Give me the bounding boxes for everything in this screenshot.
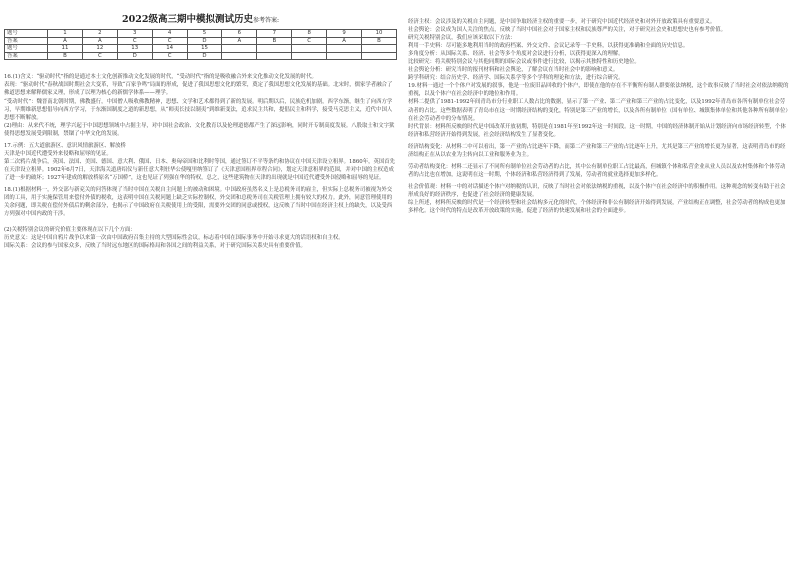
answer-paragraph: 表现：“驱动时代”春秋战国时期社会大变革，导致“百家争鸣”局面的形成，促进了我国思想文化的繁荣，奠定了我国思想文化发展的基础。北宋时，儒家学者融合了佛道思想来解释儒家义理，形成了以理为核心的新儒学体系——理学。 — [4, 82, 393, 97]
answer-paragraph: 16.(1)含义：“驱动时代”指的是通过本土文化创新推动文化发展的时代，“受动时代”指的是吸收融合外来文化推动文化发展的时代。 — [4, 74, 317, 81]
answer-paragraph: 历史意义：这是中国自鸦片战争以来第一次由中国政府召集主持的大型国际性会议，标志着中国在国际事务中开始寻求更大的话语权和自主权。 — [4, 235, 344, 242]
table-cell: A — [222, 37, 257, 45]
table-cell: 6 — [222, 30, 257, 38]
table-cell — [222, 52, 257, 60]
table-cell: 1 — [48, 30, 83, 38]
answer-paragraph: 社会舆论分析：研究当时的报刊材料和社会舆论，了解会议在当时社会中的影响和意义。 — [408, 67, 619, 74]
answer-paragraph: 劳动者结构变化：材料二还显示了不同所有制单位社会劳动者的占比，其中公有制单位职工占比最高，但城镇个体和私营企业从业人员以及农村集体和个体劳动者的占比也在增加，这说明在这一时期，个体经济和私营经济得到了发展，劳动者的就业选择更加多样化。 — [408, 163, 786, 178]
spacer — [4, 65, 397, 73]
table-cell: 4 — [152, 30, 187, 38]
answer-paragraph: (2)关税特别会议的研究价值主要体现在以下几个方面： — [4, 227, 136, 234]
answer-paragraph: “受动时代”：魏晋南北朝时期，佛教盛行，中国僧人吸收佛教精神，思想、文学和艺术都得到了新的发展。明后期以后，民族危机加剧，西学东渐，继生了向西方学习，早期维新思想倡导向西方学习，于东渐国制度之道的新思想，从“师夷长技以制夷”到维新变法，追求民主共和，提倡民主和科学，接受马克思主义，近代中国人思想不断解放。 — [4, 98, 393, 121]
answer-paragraph: 经济主权：会议涉及的关税自主问题，是中国争取经济主权的重要一步，对于研究中国近代经济史和对外开放政策具有重要意义。 — [408, 19, 716, 25]
table-row — [5, 45, 397, 53]
table-cell: D — [187, 37, 222, 45]
answer-paragraph: (2)理由：从来代不统，理学兴起于中国思想领域中占据主导，对中国社会政治、文化教育以及伦理道德都产生了深远影响，同时开专制高度发展。八股取士和文字狱使得思想发展受到限制，禁锢了中华文化的发展。 — [4, 122, 395, 137]
answer-paragraph: 材料二提供了1981-1992年间青岛市分行业职工人数占比的数据，显示了第一产业、第二产业和第三产业的占比变化，以及1992年青岛市各所有制单位社会劳动者的占比。这些数据表明了青岛市在这一时期经济结构的变化，特别是第三产业的增长，以及各所有制单位（国有单位、城镇集体单位和其他各种所有制单位）在社会劳动者中的分布情况。 — [408, 99, 789, 122]
table-row — [5, 52, 397, 60]
table-cell: C — [152, 37, 187, 45]
table-cell: C — [82, 52, 117, 60]
row-label: 答案 — [5, 52, 48, 60]
table-cell: A — [48, 37, 83, 45]
row-label: 题号 — [5, 30, 48, 38]
answer-paragraph: 综上所述，材料所反映的时代是一个经济转型和社会结构多元化的时代，个体经济和非公有制经济开始得到发展，产业结构正在调整，社会劳动者的构成也更加多样化。这个时代的特点是改革开放政策的实施，促进了经济的快速发展和社会的全面进步。 — [408, 199, 786, 215]
table-cell: 15 — [187, 45, 222, 53]
table-cell — [327, 45, 362, 53]
table-cell: A — [327, 37, 362, 45]
answer-paragraph: 比较研究：将关税特别会议与其他同期的国际会议或事件进行比较，以揭示其独特性和历史地位。 — [408, 59, 640, 66]
table-cell: 8 — [292, 30, 327, 38]
answer-paragraph: 跨学科研究：结合历史学、经济学、国际关系学等多个学科的理论和方法，进行综合研究。 — [408, 75, 624, 82]
table-row — [5, 37, 397, 45]
table-cell: 3 — [117, 30, 152, 38]
table-cell: C — [152, 52, 187, 60]
answer-paragraph: 时代背景：材料所反映的时代是中国改革开放初期，特别是在1981年至1992年这一时间段。这一时期，中国的经济体制开始从计划经济向市场经济转型，个体经济和私营经济开始得到发展，社会经济结构发生了显著变化。 — [408, 123, 786, 138]
table-cell: 12 — [82, 45, 117, 53]
table-cell: D — [117, 52, 152, 60]
left-column — [4, 14, 397, 250]
table-cell: B — [257, 37, 292, 45]
answer-paragraph: 研究关税特别会议，我们应该采取以下方法： — [408, 35, 516, 42]
answer-paragraph: 第二次鸦片战争后，英国、法国、美国、德国、意大利、俄国、日本、奥匈帝国和比利时等国，通过签订不平等条约和协议在中国天津设立租界。1860年，英国首先在天津设立租界。1902年6月7日，天津海关道唐绍仪与新任意大利驻华公使嘎里纳签订了《天津意国租界章程合同》，划定天津意租界的范围，并对中国的主权造成了进一步的破坏；1927年建成的解放桥原名“万国桥”，这也见证了列强在华的特权，总之，这些建筑物在天津的出现就是中国近代遭受外国侵略和屈辱的见证。 — [4, 158, 396, 181]
answer-paragraph: 国际关系：会议的参与国家众多，反映了当时远东地区的国际格局和各国之间的利益关系，对于研究国际关系史具有重要价值。 — [4, 243, 306, 250]
table-cell: 14 — [152, 45, 187, 53]
table-cell — [257, 45, 292, 53]
answer-paragraph: 18.(1)根据材料一，外交部与新兖关的问答体现了当时中国在关税自主问题上的被动和困境。中国政府虽然名义上是总税务司的雇主，但实际上总税务司被视为外交团的工具，用于实施保管用来偿付外债的税收，这表明中国在关税问题上缺乏实际控制权，外交团和总税务司在关税管理上拥有较大的权力。此外，同意管理使用的关余问题，即关税在偿付外债后的剩余部分，也揭示了中国政府在关税使用上的受限，需要外交团的同意或授权，这反映了当时中国在经济主权上的缺失，以及受西方列强对中国内政的干涉。 — [4, 186, 393, 218]
table-cell: A — [82, 37, 117, 45]
table-cell: 11 — [48, 45, 83, 53]
table-cell — [327, 52, 362, 60]
table-cell: 5 — [187, 30, 222, 38]
table-cell: C — [292, 37, 327, 45]
answer-paragraph: 社会舆论：会议成为国人关注的焦点，反映了当时中国社会对于国家主权和民族尊严的关注，对于研究社会史和思想史也有参考价值。 — [408, 27, 727, 34]
answer-paragraph: 19.材料一通过一个个体户对发展的叙事，他是一位废旧品回收的个体户，即使在他的存在不平衡所有制人群要依法纳税，这个故事反映了当时社会对依法纳税的重视，以及个体户在社会经济中的地位和作用。 — [408, 83, 789, 98]
table-cell — [292, 52, 327, 60]
table-cell — [292, 45, 327, 53]
answer-paragraph: 经济结构变化：从材料二中可以看出，第一产业的占比逐年下降，而第二产业和第三产业的占比逐年上升，尤其是第三产业的增长更为显著，这表明青岛市的经济结构正在从以农业为主转向以工业和服务业为主。 — [408, 143, 786, 158]
table-cell: B — [48, 52, 83, 60]
right-column — [408, 18, 789, 215]
answer-paragraph: 社会价值观：材料一中的对话描述个体户对纳税的认识，反映了当时社会对依法纳税的重视，以及个体户在社会经济中的积极作用。这种观念的转变有助于社会形成良好的经济秩序，也促进了社会经济的健康发展。 — [408, 183, 786, 198]
table-cell: 2 — [82, 30, 117, 38]
answer-paragraph: 天津是中国近代遭受外来侵略和屈辱的见证。 — [4, 150, 112, 157]
spacer — [4, 218, 397, 226]
page-title — [4, 14, 397, 27]
table-cell: 13 — [117, 45, 152, 53]
answer-paragraph: 利用一手史料：尽可能多地利用当时的政府档案、外交文件、会议记录等一手史料，以获得更准确和全面的历史信息。 — [408, 43, 689, 50]
answer-table — [4, 29, 397, 60]
table-cell: 7 — [257, 30, 292, 38]
row-label: 题号 — [5, 45, 48, 53]
title-text: 2022级高三期中模拟测试历史 — [122, 14, 253, 25]
table-cell — [257, 52, 292, 60]
table-cell: C — [117, 37, 152, 45]
table-cell — [362, 45, 397, 53]
table-cell — [362, 52, 397, 60]
table-row — [5, 30, 397, 38]
row-label: 答案 — [5, 37, 48, 45]
title-suffix: 参考答案: — [252, 17, 279, 24]
answer-paragraph: 17.示例：五大道旅游区、意识风情旅游区、解放桥 — [4, 142, 126, 149]
table-cell: 9 — [327, 30, 362, 38]
table-cell: B — [362, 37, 397, 45]
answer-paragraph: 多角度分析：从国际关系、经济、社会等多个角度对会议进行分析，以获得更深入的理解。 — [408, 51, 624, 58]
table-cell: D — [187, 52, 222, 60]
table-cell: 10 — [362, 30, 397, 38]
table-cell — [222, 45, 257, 53]
